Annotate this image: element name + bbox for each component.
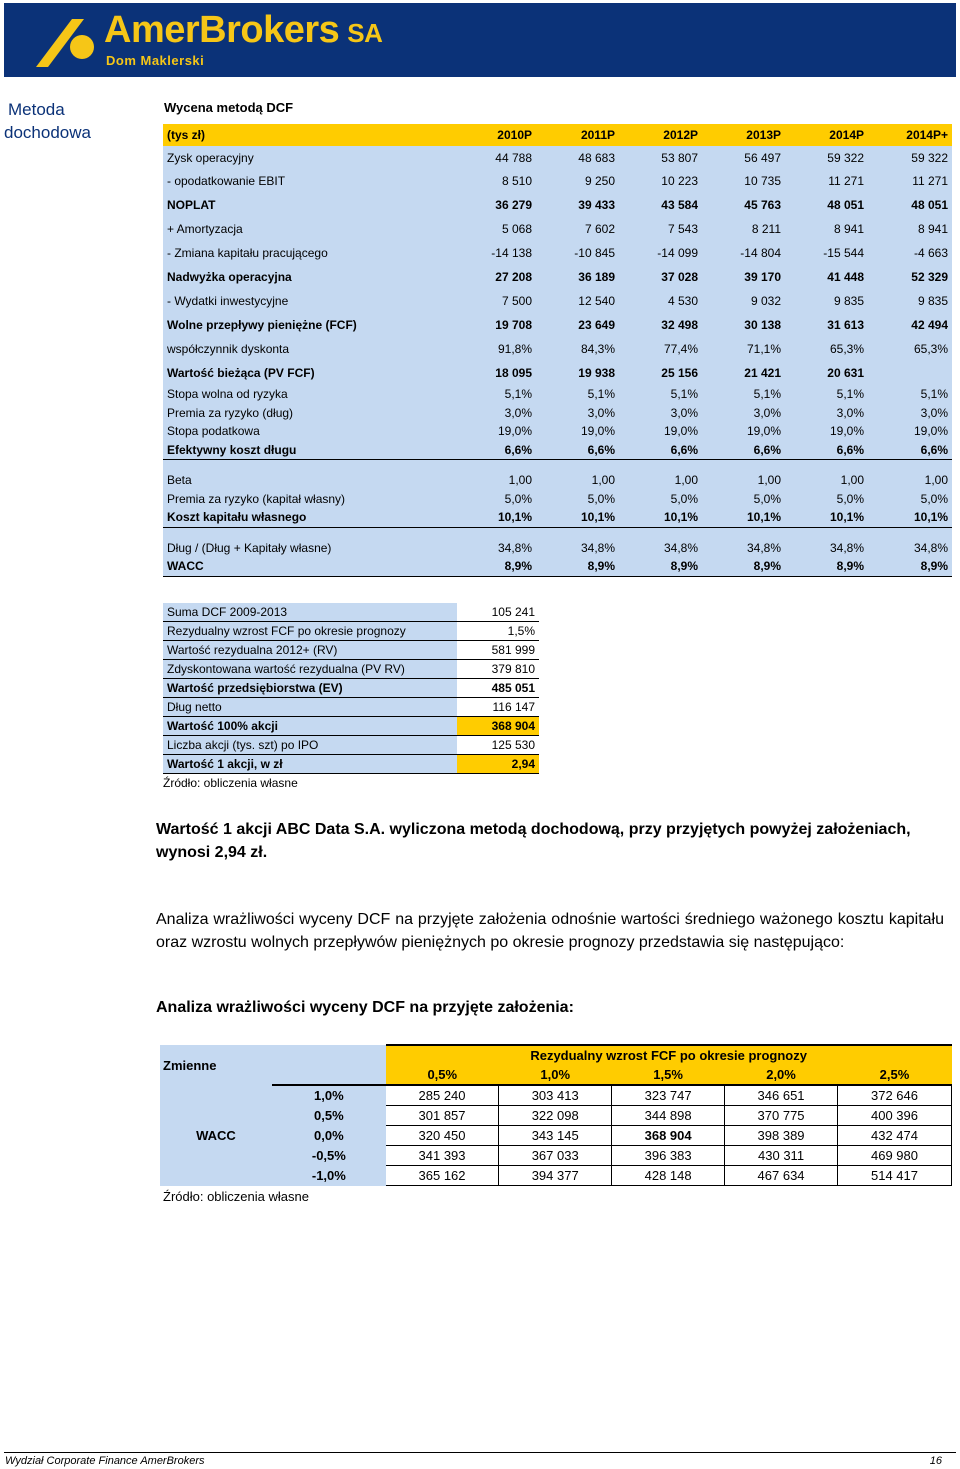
dcf-cell [868, 527, 952, 539]
dcf-cell: 27 208 [453, 265, 536, 290]
dcf-cell: -10 845 [536, 241, 619, 265]
dcf-column-header: 2011P [536, 124, 619, 146]
dcf-cell: 7 543 [619, 218, 702, 242]
summary-value: 125 530 [457, 736, 539, 755]
dcf-row [163, 527, 952, 539]
dcf-cell [453, 527, 536, 539]
dcf-row-label: Zysk operacyjny [163, 146, 453, 170]
sens-cell: 398 389 [725, 1126, 838, 1146]
dcf-cell: 65,3% [868, 337, 952, 361]
dcf-cell: 6,6% [453, 441, 536, 460]
dcf-cell: 34,8% [785, 539, 868, 558]
dcf-cell: 6,6% [868, 441, 952, 460]
sens-cell: 514 417 [838, 1166, 952, 1186]
dcf-cell: 5,1% [868, 385, 952, 404]
dcf-cell [536, 527, 619, 539]
sens-cell: 372 646 [838, 1085, 952, 1106]
sens-cell: 428 148 [612, 1166, 725, 1186]
summary-row [163, 679, 539, 698]
dcf-row-label: Koszt kapitału własnego [163, 508, 453, 527]
summary-row [163, 660, 539, 679]
dcf-cell: 8,9% [619, 557, 702, 576]
dcf-cell: 10,1% [868, 508, 952, 527]
dcf-row [163, 404, 952, 423]
dcf-column-header: 2014P+ [868, 124, 952, 146]
source-note: Źródło: obliczenia własne [163, 776, 298, 790]
footer-divider [4, 1452, 956, 1453]
summary-label: Suma DCF 2009-2013 [163, 603, 457, 622]
summary-value: 116 147 [457, 698, 539, 717]
sens-cell: 323 747 [612, 1085, 725, 1106]
dcf-cell: 7 500 [453, 289, 536, 313]
summary-value: 368 904 [457, 717, 539, 736]
dcf-row [163, 471, 952, 490]
dcf-cell: 5,0% [702, 490, 785, 509]
dcf-cell: 1,00 [453, 471, 536, 490]
dcf-cell: 19,0% [619, 422, 702, 441]
dcf-row [163, 241, 952, 265]
dcf-cell: 9 835 [785, 289, 868, 313]
summary-row [163, 641, 539, 660]
sens-row [160, 1146, 952, 1166]
dcf-cell: 5,1% [619, 385, 702, 404]
side-label-line2: dochodowa [4, 123, 91, 142]
dcf-row [163, 146, 952, 170]
sens-variables-label: Zmienne [160, 1045, 272, 1085]
dcf-cell: 25 156 [619, 361, 702, 386]
valuation-summary-table [163, 603, 539, 774]
dcf-cell: 53 807 [619, 146, 702, 170]
dcf-cell: 6,6% [619, 441, 702, 460]
dcf-cell: 30 138 [702, 313, 785, 338]
dcf-cell: 5,1% [453, 385, 536, 404]
dcf-cell: 5,0% [868, 490, 952, 509]
dcf-cell [868, 460, 952, 472]
dcf-cell: 9 835 [868, 289, 952, 313]
dcf-row [163, 539, 952, 558]
dcf-cell: -14 804 [702, 241, 785, 265]
dcf-cell: 19,0% [868, 422, 952, 441]
dcf-cell: 44 788 [453, 146, 536, 170]
summary-label: Wartość przedsiębiorstwa (EV) [163, 679, 457, 698]
sens-cell: 344 898 [612, 1106, 725, 1126]
dcf-row [163, 460, 952, 472]
dcf-cell: 23 649 [536, 313, 619, 338]
summary-row [163, 717, 539, 736]
dcf-cell: 19 708 [453, 313, 536, 338]
logo-suffix-text: SA [347, 18, 383, 48]
dcf-row [163, 170, 952, 194]
dcf-cell: 36 189 [536, 265, 619, 290]
footer-department: Wydział Corporate Finance AmerBrokers [5, 1455, 205, 1467]
dcf-cell: 10,1% [619, 508, 702, 527]
dcf-row [163, 337, 952, 361]
company-logo [32, 9, 472, 71]
summary-label: Wartość 100% akcji [163, 717, 457, 736]
dcf-cell: 19,0% [702, 422, 785, 441]
sens-row-header: -0,5% [272, 1146, 386, 1166]
dcf-cell: 41 448 [785, 265, 868, 290]
summary-row [163, 755, 539, 774]
dcf-cell: 1,00 [536, 471, 619, 490]
dcf-row-label: Beta [163, 471, 453, 490]
dcf-cell: 8,9% [785, 557, 868, 576]
page-number: 16 [929, 1455, 942, 1467]
dcf-cell: 3,0% [868, 404, 952, 423]
sensitivity-intro: Analiza wrażliwości wyceny DCF na przyjęte założenia odnośnie wartości średniego ważonego kosztu kapitału oraz wzrostu wolnych przepływów pieniężnych po okresie prognozy przedstawia się następująco: [156, 911, 944, 951]
sens-row-header: 1,0% [272, 1085, 386, 1106]
sens-col-header: 1,0% [499, 1065, 612, 1085]
sens-row [160, 1126, 952, 1146]
logo-wordmark [104, 9, 382, 52]
dcf-cell: 8 211 [702, 218, 785, 242]
dcf-cell: 7 602 [536, 218, 619, 242]
dcf-cell: -4 663 [868, 241, 952, 265]
dcf-column-header: 2014P [785, 124, 868, 146]
dcf-row-label [163, 460, 453, 472]
logo-mark-icon [32, 17, 102, 69]
sens-cell: 469 980 [838, 1146, 952, 1166]
dcf-cell [785, 460, 868, 472]
summary-label: Dług netto [163, 698, 457, 717]
dcf-cell: 20 631 [785, 361, 868, 386]
sens-cell: 346 651 [725, 1085, 838, 1106]
summary-label: Wartość rezydualna 2012+ (RV) [163, 641, 457, 660]
dcf-cell: 91,8% [453, 337, 536, 361]
summary-label: Wartość 1 akcji, w zł [163, 755, 457, 774]
dcf-row [163, 265, 952, 290]
dcf-cell [453, 460, 536, 472]
logo-brand-text: AmerBrokers [104, 9, 340, 51]
dcf-cell: 5,1% [785, 385, 868, 404]
dcf-cell: 52 329 [868, 265, 952, 290]
valuation-conclusion: Wartość 1 akcji ABC Data S.A. wyliczona metodą dochodową, przy przyjętych powyżej założeniach, wynosi 2,94 zł. [156, 821, 911, 861]
dcf-row-label: - Wydatki inwestycyjne [163, 289, 453, 313]
section-side-label [4, 98, 91, 144]
dcf-row [163, 313, 952, 338]
dcf-cell: 10,1% [536, 508, 619, 527]
dcf-row [163, 289, 952, 313]
dcf-cell: 10,1% [785, 508, 868, 527]
dcf-cell: 9 032 [702, 289, 785, 313]
dcf-row [163, 385, 952, 404]
sens-blank [272, 1045, 386, 1065]
dcf-row-label: Premia za ryzyko (kapitał własny) [163, 490, 453, 509]
dcf-row-label: Efektywny koszt długu [163, 441, 453, 460]
dcf-cell: 19,0% [536, 422, 619, 441]
sens-blank [272, 1065, 386, 1085]
dcf-cell: 1,00 [702, 471, 785, 490]
dcf-cell: 34,8% [536, 539, 619, 558]
dcf-cell: 10 223 [619, 170, 702, 194]
dcf-cell: 59 322 [868, 146, 952, 170]
sens-cell: 365 162 [386, 1166, 499, 1186]
sens-col-header: 1,5% [612, 1065, 725, 1085]
sens-row [160, 1106, 952, 1126]
dcf-cell: 12 540 [536, 289, 619, 313]
summary-label: Zdyskontowana wartość rezydualna (PV RV) [163, 660, 457, 679]
dcf-cell: 1,00 [868, 471, 952, 490]
dcf-cell: 37 028 [619, 265, 702, 290]
sens-col-header: 2,0% [725, 1065, 838, 1085]
sens-row-header: -1,0% [272, 1166, 386, 1186]
dcf-row-label: + Amortyzacja [163, 218, 453, 242]
dcf-cell: 5,0% [536, 490, 619, 509]
dcf-cell: 1,00 [619, 471, 702, 490]
dcf-cell: 3,0% [453, 404, 536, 423]
sens-cell: 320 450 [386, 1126, 499, 1146]
dcf-header-row [163, 124, 952, 146]
dcf-cell: 19,0% [785, 422, 868, 441]
dcf-cell: 45 763 [702, 193, 785, 218]
dcf-cell: 6,6% [536, 441, 619, 460]
sens-cell: 341 393 [386, 1146, 499, 1166]
dcf-column-header: (tys zł) [163, 124, 453, 146]
sens-title-row [160, 1045, 952, 1065]
dcf-cell: 1,00 [785, 471, 868, 490]
summary-value: 485 051 [457, 679, 539, 698]
dcf-cell: 84,3% [536, 337, 619, 361]
sensitivity-heading: Analiza wrażliwości wyceny DCF na przyjęte założenia: [156, 999, 574, 1016]
dcf-row [163, 441, 952, 460]
summary-row [163, 603, 539, 622]
dcf-column-header: 2013P [702, 124, 785, 146]
dcf-row-label: Wolne przepływy pieniężne (FCF) [163, 313, 453, 338]
dcf-row [163, 422, 952, 441]
dcf-cell: 42 494 [868, 313, 952, 338]
dcf-cell: -14 138 [453, 241, 536, 265]
dcf-row-label: - Zmiana kapitału pracującego [163, 241, 453, 265]
dcf-cell [536, 460, 619, 472]
dcf-row-label: Stopa podatkowa [163, 422, 453, 441]
sens-cell: 400 396 [838, 1106, 952, 1126]
dcf-cell: 19 938 [536, 361, 619, 386]
dcf-row-label: NOPLAT [163, 193, 453, 218]
header-banner [4, 3, 956, 77]
dcf-row-label [163, 527, 453, 539]
dcf-cell: 39 170 [702, 265, 785, 290]
dcf-cell: 3,0% [619, 404, 702, 423]
dcf-row [163, 508, 952, 527]
dcf-cell: 34,8% [868, 539, 952, 558]
dcf-cell: 8 941 [868, 218, 952, 242]
sens-cell: 467 634 [725, 1166, 838, 1186]
sens-row-group-label: WACC [160, 1085, 272, 1186]
summary-value: 2,94 [457, 755, 539, 774]
dcf-row-label: - opodatkowanie EBIT [163, 170, 453, 194]
dcf-cell: 10 735 [702, 170, 785, 194]
dcf-cell: 8 510 [453, 170, 536, 194]
dcf-column-header: 2010P [453, 124, 536, 146]
dcf-cell: 6,6% [702, 441, 785, 460]
dcf-row-label: Nadwyżka operacyjna [163, 265, 453, 290]
dcf-cell: 65,3% [785, 337, 868, 361]
section-title: Wycena metodą DCF [164, 100, 294, 115]
dcf-cell: 5,0% [453, 490, 536, 509]
sens-cell: 285 240 [386, 1085, 499, 1106]
dcf-cell: 31 613 [785, 313, 868, 338]
sens-cell: 343 145 [499, 1126, 612, 1146]
dcf-cell: 34,8% [619, 539, 702, 558]
dcf-cell: -14 099 [619, 241, 702, 265]
dcf-row-label: współczynnik dyskonta [163, 337, 453, 361]
dcf-cell: 8 941 [785, 218, 868, 242]
summary-row [163, 622, 539, 641]
summary-row [163, 698, 539, 717]
dcf-cell: 43 584 [619, 193, 702, 218]
dcf-cell: 48 051 [868, 193, 952, 218]
dcf-cell: 5 068 [453, 218, 536, 242]
dcf-cell: 48 051 [785, 193, 868, 218]
sens-cell: 394 377 [499, 1166, 612, 1186]
dcf-row-label: WACC [163, 557, 453, 576]
sens-row-header: 0,5% [272, 1106, 386, 1126]
dcf-row [163, 361, 952, 386]
dcf-cell: 11 271 [868, 170, 952, 194]
dcf-cell: 8,9% [868, 557, 952, 576]
summary-value: 105 241 [457, 603, 539, 622]
dcf-row-label: Wartość bieżąca (PV FCF) [163, 361, 453, 386]
dcf-cell [868, 361, 952, 386]
dcf-cell: 10,1% [453, 508, 536, 527]
dcf-cell: 32 498 [619, 313, 702, 338]
dcf-cell: 39 433 [536, 193, 619, 218]
sens-cell: 301 857 [386, 1106, 499, 1126]
sens-cell: 367 033 [499, 1146, 612, 1166]
sens-row-header: 0,0% [272, 1126, 386, 1146]
dcf-cell: 21 421 [702, 361, 785, 386]
dcf-cell: 18 095 [453, 361, 536, 386]
dcf-cell: 11 271 [785, 170, 868, 194]
summary-value: 581 999 [457, 641, 539, 660]
dcf-cell: 8,9% [702, 557, 785, 576]
dcf-cell: 77,4% [619, 337, 702, 361]
dcf-cell: 3,0% [785, 404, 868, 423]
dcf-row [163, 490, 952, 509]
sens-row [160, 1085, 952, 1106]
dcf-cell: 4 530 [619, 289, 702, 313]
sens-row [160, 1166, 952, 1186]
dcf-row-label: Stopa wolna od ryzyka [163, 385, 453, 404]
summary-value: 1,5% [457, 622, 539, 641]
dcf-cell: 8,9% [453, 557, 536, 576]
dcf-cell: 3,0% [536, 404, 619, 423]
sens-cell: 396 383 [612, 1146, 725, 1166]
dcf-row-label: Premia za ryzyko (dług) [163, 404, 453, 423]
dcf-cell [619, 527, 702, 539]
dcf-cell: 71,1% [702, 337, 785, 361]
summary-row [163, 736, 539, 755]
sens-col-header: 0,5% [386, 1065, 499, 1085]
sens-cell: 303 413 [499, 1085, 612, 1106]
sens-title: Rezydualny wzrost FCF po okresie prognozy [386, 1045, 952, 1065]
dcf-column-header: 2012P [619, 124, 702, 146]
dcf-row-label: Dług / (Dług + Kapitały własne) [163, 539, 453, 558]
sens-cell: 370 775 [725, 1106, 838, 1126]
dcf-cell [702, 527, 785, 539]
dcf-cell: 59 322 [785, 146, 868, 170]
side-label-line1: Metoda [8, 100, 65, 119]
dcf-cell: 6,6% [785, 441, 868, 460]
source-note-2: Źródło: obliczenia własne [163, 1189, 309, 1204]
dcf-cell: 9 250 [536, 170, 619, 194]
dcf-cell: 36 279 [453, 193, 536, 218]
dcf-cell: -15 544 [785, 241, 868, 265]
sensitivity-table [160, 1044, 952, 1186]
dcf-row [163, 193, 952, 218]
dcf-cell: 34,8% [453, 539, 536, 558]
dcf-cell: 19,0% [453, 422, 536, 441]
dcf-row [163, 218, 952, 242]
dcf-cell: 5,0% [619, 490, 702, 509]
sens-cell: 368 904 [612, 1126, 725, 1146]
dcf-cell: 48 683 [536, 146, 619, 170]
sens-cell: 322 098 [499, 1106, 612, 1126]
sens-col-header: 2,5% [838, 1065, 952, 1085]
dcf-cell: 34,8% [702, 539, 785, 558]
logo-subtitle: Dom Maklerski [106, 53, 205, 68]
dcf-row [163, 557, 952, 576]
dcf-cell [702, 460, 785, 472]
dcf-cell: 8,9% [536, 557, 619, 576]
dcf-cell: 10,1% [702, 508, 785, 527]
sens-cell: 432 474 [838, 1126, 952, 1146]
dcf-cell: 56 497 [702, 146, 785, 170]
sens-colhead-row [160, 1065, 952, 1085]
dcf-cell: 5,1% [536, 385, 619, 404]
sens-cell: 430 311 [725, 1146, 838, 1166]
summary-value: 379 810 [457, 660, 539, 679]
dcf-cell [619, 460, 702, 472]
dcf-cell [785, 527, 868, 539]
summary-label: Rezydualny wzrost FCF po okresie prognozy [163, 622, 457, 641]
dcf-cell: 3,0% [702, 404, 785, 423]
dcf-cell: 5,1% [702, 385, 785, 404]
summary-label: Liczba akcji (tys. szt) po IPO [163, 736, 457, 755]
dcf-valuation-table [163, 124, 952, 577]
dcf-cell: 5,0% [785, 490, 868, 509]
